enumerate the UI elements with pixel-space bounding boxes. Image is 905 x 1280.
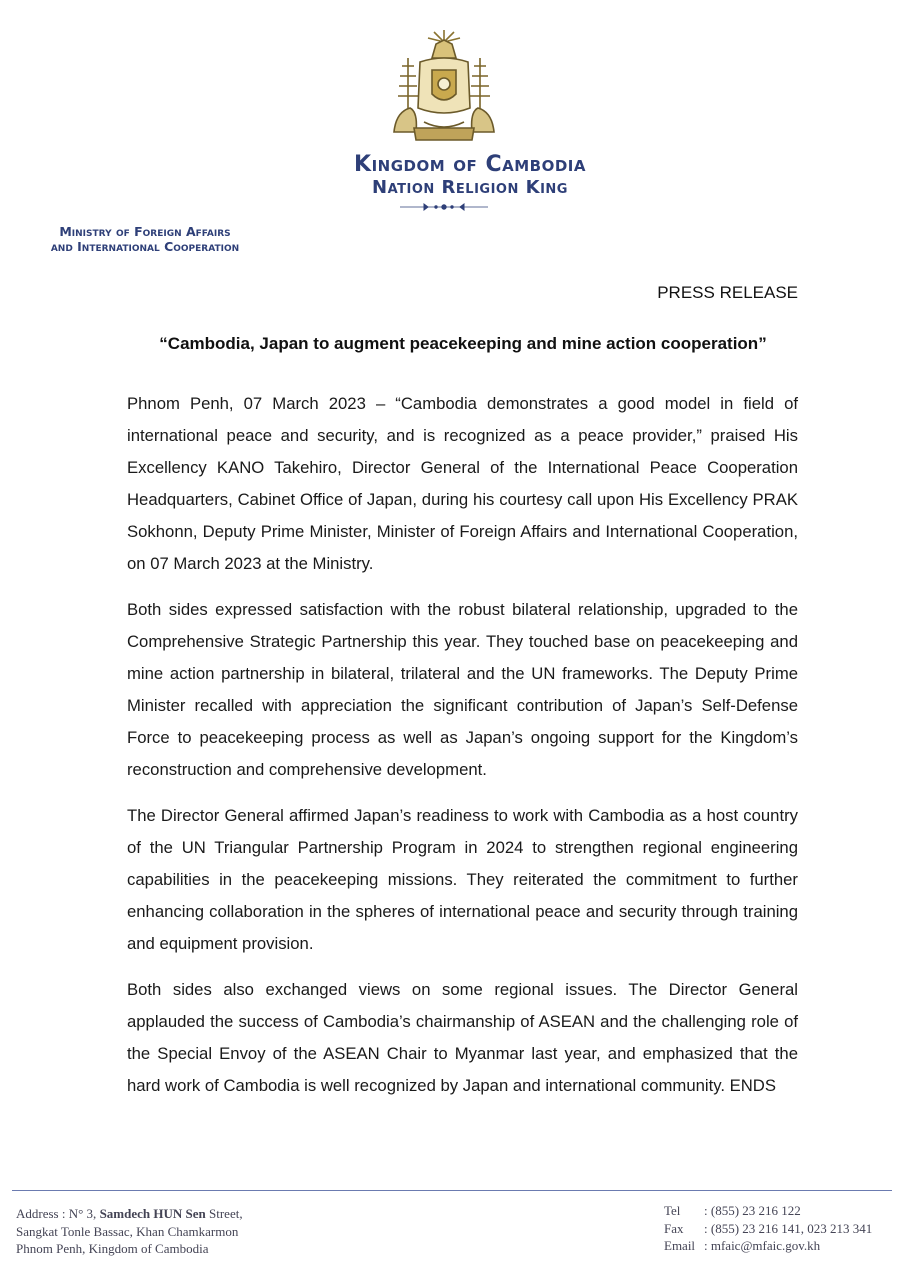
- email-value: : mfaic@mfaic.gov.kh: [704, 1238, 821, 1253]
- tel-label: Tel: [664, 1203, 681, 1218]
- paragraph: Both sides expressed satisfaction with the robust bilateral relationship, upgraded to the Comprehensive Strategic Partnership this year. They touched base on peacekeeping and mine action partnership in bilateral, trilateral and the UN frameworks. The Deputy Prime Minister recalled with appreciation the significant contribution of Japan’s Self-Defense Force to peacekeeping process as well as Japan’s ongoing support for the Kingdom’s reconstruction and comprehensive development.: [127, 600, 798, 779]
- footer-contact: [664, 1202, 872, 1255]
- tel-value: : (855) 23 216 122: [704, 1203, 801, 1218]
- fax-label: Fax: [664, 1220, 684, 1236]
- email-label: Email: [664, 1238, 696, 1253]
- ornament-divider-icon: [400, 201, 488, 213]
- fax-row: [664, 1220, 872, 1238]
- tel-row: [664, 1202, 872, 1220]
- address-suffix: Street,: [205, 1206, 243, 1221]
- address-line-2: Sangkat Tonle Bassac, Khan Chamkarmon: [16, 1223, 239, 1239]
- address-prefix: Address : N° 3,: [16, 1206, 100, 1221]
- paragraph: Phnom Penh, 07 March 2023 – “Cambodia demonstrates a good model in field of international peace and security, and is recognized as a peace provider,” praised His Excellency KANO Takehiro, Director General of the International Peace Cooperation Headquarters, Cabinet Office of Japan, during his courtesy call upon His Excellency PRAK Sokhonn, Deputy Prime Minister, Minister of Foreign Affairs and International Cooperation, on 07 March 2023 at the Ministry.: [127, 394, 798, 573]
- article-body: [127, 388, 798, 1116]
- footer-address: [16, 1205, 243, 1258]
- email-row: [664, 1237, 872, 1255]
- address-line-1: [16, 1205, 243, 1223]
- ministry-name: [14, 224, 276, 254]
- address-line-3: Phnom Penh, Kingdom of Cambodia: [16, 1241, 209, 1256]
- kingdom-title: Kingdom of Cambodia: [354, 152, 586, 177]
- address-street: Samdech HUN Sen: [99, 1206, 206, 1221]
- fax-value: : (855) 23 216 141, 023 213 341: [704, 1220, 873, 1236]
- press-release-label: PRESS RELEASE: [657, 283, 798, 302]
- paragraph: Both sides also exchanged views on some regional issues. The Director General applauded the success of Cambodia’s chairmanship of ASEAN and the challenging role of the Special Envoy of the ASEAN Chair to Myanmar last year, and emphasized that the hard work of Cambodia is well recognized by Japan and international community. ENDS: [127, 980, 798, 1095]
- ministry-line-2: and International Cooperation: [50, 239, 240, 254]
- footer-divider: [12, 1190, 892, 1191]
- ministry-line-1: Ministry of Foreign Affairs: [59, 224, 231, 239]
- headline: “Cambodia, Japan to augment peacekeeping and mine action cooperation”: [159, 334, 767, 353]
- paragraph: The Director General affirmed Japan’s readiness to work with Cambodia as a host country of the UN Triangular Partnership Program in 2024 to strengthen regional engineering capabilities in the peacekeeping missions. They reiterated the commitment to further enhancing collaboration in the spheres of international peace and security through training and equipment provision.: [127, 806, 798, 953]
- royal-coat-of-arms-icon: [384, 28, 504, 146]
- national-motto: Nation Religion King: [372, 177, 568, 198]
